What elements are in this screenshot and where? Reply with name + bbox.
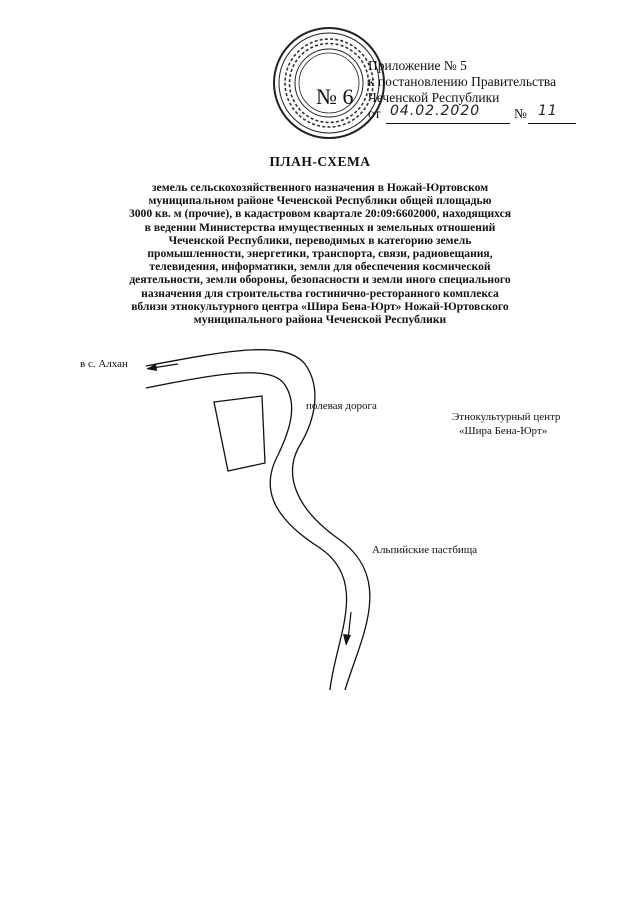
label-ethno-center-line-1: Этнокультурный центр xyxy=(452,411,561,423)
description-line: 3000 кв. м (прочие), в кадастровом квартале 20:09:6602000, находящихся xyxy=(128,207,512,221)
description-line: промышленности, энергетики, транспорта, связи, радиовещания, xyxy=(147,247,493,261)
site-plan-map xyxy=(0,340,640,720)
label-field-road: полевая дорога xyxy=(306,400,377,412)
date-underline xyxy=(386,123,510,124)
appendix-line-1: Приложение № 5 xyxy=(368,58,467,73)
appendix-header xyxy=(368,58,556,106)
description-line: вблизи этнокультурного центра «Шира Бена-Юрт» Ножай-Юртовского xyxy=(131,299,509,313)
description-line: Чеченской Республики, переводимых в категорию земель xyxy=(168,233,472,247)
description-line: земель сельскохозяйственного назначения в Ножай-Юртовском xyxy=(151,181,489,194)
document-title: ПЛАН-СХЕМА xyxy=(269,154,371,169)
description-line: муниципальном районе Чеченской Республики общей площадью xyxy=(148,194,492,208)
resolution-date: 04.02.2020 xyxy=(390,103,481,119)
description-line: телевидения, информатики, земли для обеспечения космической xyxy=(149,260,491,274)
description-line: в ведении Министерства имущественных и земельных отношений xyxy=(144,220,496,234)
resolution-date-row xyxy=(368,103,558,122)
number-prefix: № xyxy=(514,106,527,121)
date-prefix: от xyxy=(368,106,381,121)
appendix-line-3: Чеченской Республики xyxy=(368,90,500,105)
appendix-line-2: к постановлению Правительства xyxy=(368,74,557,89)
number-underline xyxy=(528,123,576,124)
label-alpine-pastures: Альпийские пастбища xyxy=(372,544,478,556)
resolution-number: 11 xyxy=(538,103,558,119)
description-line: муниципального района Чеченской Республики xyxy=(193,313,447,327)
label-ethno-center-line-2: «Шира Бена-Юрт» xyxy=(459,425,548,437)
road-edge-inner xyxy=(146,373,347,690)
document-description xyxy=(100,181,540,326)
arrow-south-icon xyxy=(343,612,351,646)
label-to-alkhan: в с. Алхан xyxy=(80,358,128,370)
seal-number: № 6 xyxy=(316,84,354,109)
land-plot-polygon xyxy=(214,396,265,471)
description-line: назначения для строительства гостинично-ресторанного комплекса xyxy=(141,286,499,300)
description-line: деятельности, земли обороны, безопасности и земли иного специального xyxy=(129,273,511,287)
